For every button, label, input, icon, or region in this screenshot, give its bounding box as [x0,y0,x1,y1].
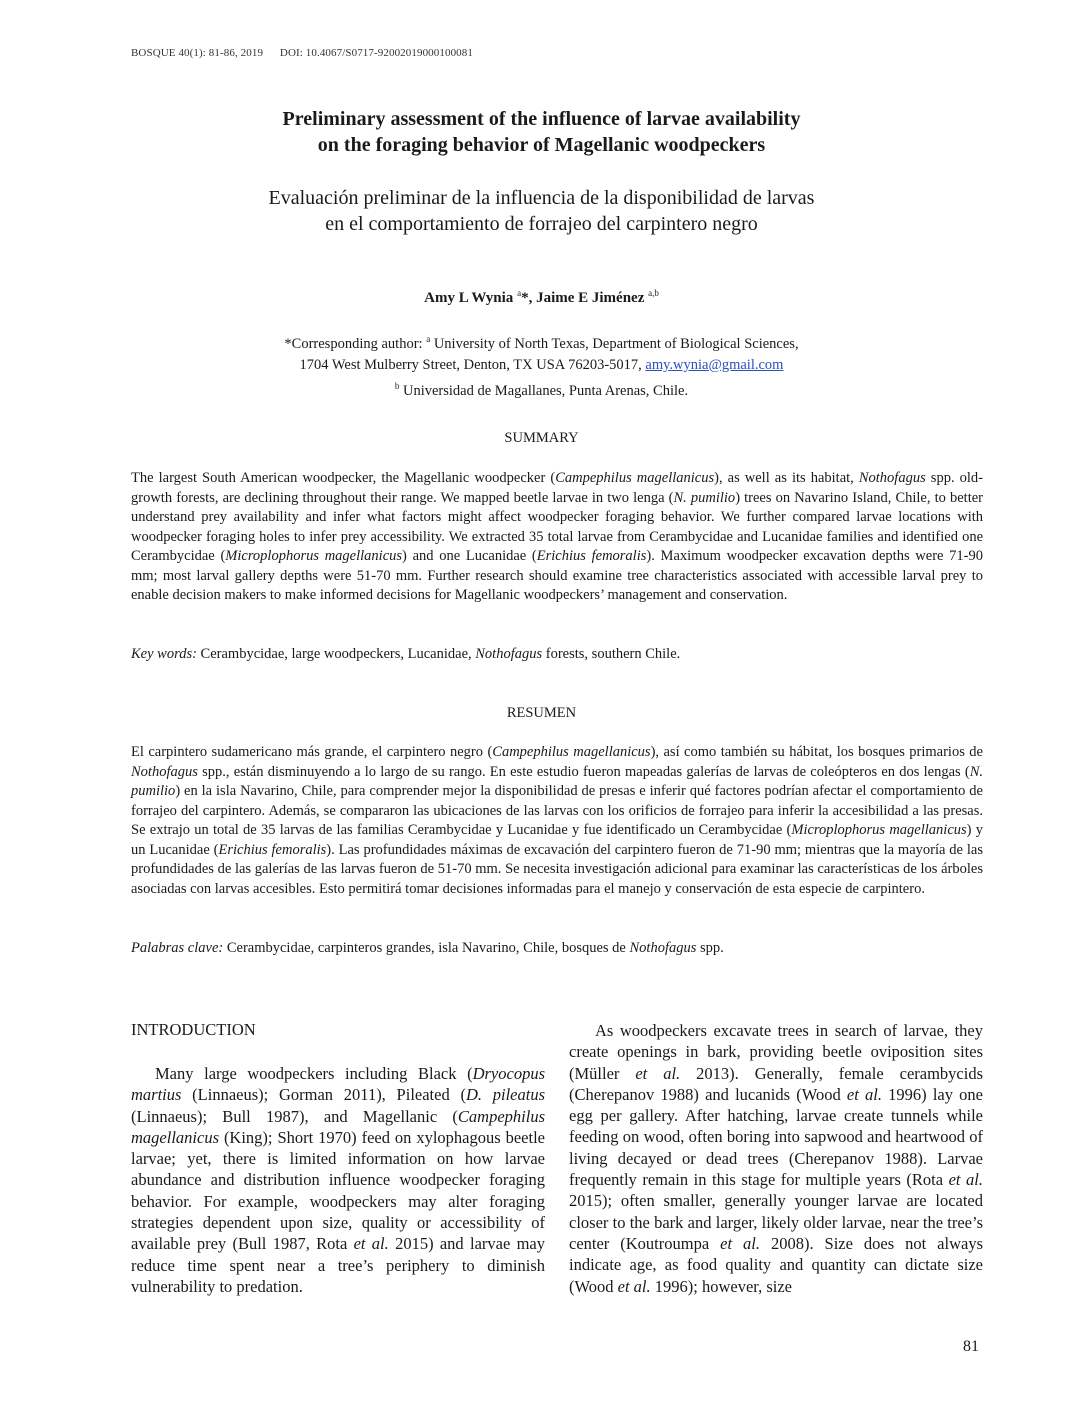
author-1: Amy L Wynia [424,290,514,306]
keywords-text: Cerambycidae, large woodpeckers, Lucanidae, [196,646,476,662]
affiliation-a: University of North Texas, Department of Biological Sciences, [433,335,799,352]
resumen-italic: Microplophorus magellanicus [791,822,967,838]
summary-heading: SUMMARY [504,430,579,446]
summary-text: The largest South American woodpecker, the Magellanic woodpecker ( [131,470,556,486]
intro-text: (King); Short 1970) feed on xylophagous beetle larvae; yet, there is limited information on how larvae abundance and distribution influence woodpecker foraging behavior. For example, woodpeckers may alter foraging strategies dependent upon size, quality or accessibility of available prey (Bull 1987, Rota [131,1127,545,1254]
intro-italic: et al. [353,1234,389,1254]
summary-text: ). Maximum woodpecker excavation depths were 71-90 mm; most larval gallery depths were 51-70 mm. Further research should examine tree characteristics associated with accessible larval prey to enable decision makers to make informed decisions for Magellanic woodpeckers’ management and conservation. [131,548,983,603]
affiliation-line-3 [0,376,1083,402]
palabras-text: Cerambycidae, carpinteros grandes, isla Navarino, Chile, bosques de [223,940,630,956]
resumen-heading: RESUMEN [506,705,577,721]
summary-paragraph [131,469,983,606]
corresponding-prefix: *Corresponding author: [284,335,423,352]
email-link[interactable]: amy.wynia@gmail.com [645,356,784,373]
resumen-text: spp., están disminuyendo a lo largo de su rango. En este estudio fueron mapeadas galerías de larvas de coleópteros en dos lengas ( [197,763,970,780]
summary-italic: Erichius femoralis [536,548,647,564]
resumen-text: ), así como también su hábitat, los bosques primarios de [650,744,983,760]
page-number: 81 [963,1338,979,1355]
author-2: Jaime E Jiménez [536,290,645,306]
journal-citation: BOSQUE 40(1): 81-86, 2019 [131,47,264,59]
subtitle-line-2: en el comportamiento de forrajeo del carpintero negro [325,213,758,235]
palabras-label: Palabras clave: [131,940,224,956]
summary-italic: Microplophorus magellanicus [225,548,403,564]
running-header [131,47,473,59]
summary-italic: Campephilus magellanicus [555,470,715,486]
intro-italic: et al. [948,1170,983,1190]
affiliation-b-sup: b [394,380,400,391]
author-1-mark: *, [521,290,533,306]
summary-text: ), as well as its habitat, [714,470,859,486]
resumen-paragraph [131,743,983,899]
intro-text: (Linnaeus); Bull 1987), and Magellanic ( [131,1106,458,1126]
palabras-text: spp. [696,940,724,956]
resumen-text: El carpintero sudamericano más grande, el carpintero negro ( [131,744,493,760]
summary-italic: N. pumilio [673,489,736,506]
intro-text: 2008). Size does not always indicate age, as food quality and quantity can dictate size (Wood [569,1233,983,1296]
title-line-1: Preliminary assessment of the influence of larvae availability [282,108,801,130]
author-1-sup: a [517,288,522,298]
author-2-sup: a,b [648,288,659,298]
summary-text: ) and one Lucanidae ( [402,548,537,564]
affiliation-b: Universidad de Magallanes, Punta Arenas, Chile. [403,382,689,399]
intro-italic: Dryocopus martius [131,1064,545,1105]
author-list [0,288,1083,307]
keywords-italic: Nothofagus [475,646,543,662]
intro-text: 2015); often smaller, generally younger larvae are located closer to the bark and larger, likely older larvae, near the tree’s center (Koutroumpa [569,1191,983,1253]
resumen-italic: Nothofagus [131,763,198,780]
intro-text: 1996) lay one egg per gallery. After hatching, larvae create tunnels while feeding on wood, often boring into sapwood and heartwood of living decayed or dead trees (Cherepanov 1988). Larvae frequently remain in this stage for multiple years (Rota [569,1084,983,1190]
affiliation-line-1 [0,329,1083,355]
resumen-text: ). Las profundidades máximas de excavación del carpintero fueron de 71-90 mm; mientras que la mayoría de las profundidades de las galerías de las larvas fueron de 51-70 mm. Se necesita investigación adicional para examinar las características de los árboles asociadas con larvas accesibles. Esto permitirá tomar decisiones informadas para el manejo y conservación de esta especie de carpintero. [131,841,983,897]
keywords [131,646,680,663]
resumen-italic: N. pumilio [131,763,983,799]
affiliations [0,329,1083,402]
intro-text: 2013). Generally, female cerambycids (Cherepanov 1988) and lucanids (Wood [569,1063,983,1104]
intro-italic: D. pileatus [465,1085,545,1105]
intro-italic: et al. [617,1276,651,1296]
introduction-heading: INTRODUCTION [131,1020,256,1039]
intro-right-column [569,1020,983,1297]
resumen-text: ) en la isla Navarino, Chile, para comprender mejor la disponibilidad de presas e inferir qué factores podrían afectar el comportamiento de forrajeo del carpintero. Además, se compararon las ubicaciones de las larvas con los orificios de forrajeo para inferir la accesibilidad a las presas. Se extrajo un total de 35 larvas de las familias Cerambycidae y Lucanidae y fue identificado un Cerambycidae ( [131,783,983,838]
keywords-text: forests, southern Chile. [542,646,681,662]
intro-italic: et al. [846,1084,882,1104]
subtitle-line-1: Evaluación preliminar de la influencia de la disponibilidad de larvas [268,187,815,209]
paper-title [0,106,1083,158]
summary-text: spp. old-growth forests, are declining throughout their range. We mapped beetle larvae in two lenga ( [131,470,983,506]
intro-text: (Linnaeus); Gorman 2011), Pileated ( [181,1085,466,1105]
paper-subtitle [0,185,1083,237]
resumen-italic: Erichius femoralis [218,841,327,858]
title-line-2: on the foraging behavior of Magellanic woodpeckers [317,134,766,156]
resumen-text: ) y un Lucanidae ( [131,822,983,858]
affiliation-address: 1704 West Mulberry Street, Denton, TX USA 76203-5017, [299,356,642,373]
affiliation-a-sup: a [426,334,431,344]
affiliation-line-2 [0,355,1083,376]
doi: DOI: 10.4067/S0717-92002019000100081 [279,47,473,59]
intro-italic: Campephilus magellanicus [131,1106,545,1147]
resumen-italic: Campephilus magellanicus [492,744,651,760]
palabras-clave [131,940,724,957]
intro-left-column [131,1063,545,1297]
intro-text: Many large woodpeckers including Black ( [155,1064,473,1083]
summary-text: ) trees on Navarino Island, Chile, to better understand prey availability and infer what factors might affect woodpecker foraging behavior. We further compared larvae locations with woodpecker foraging holes to infer prey accessibility. We extracted 35 total larvae from Cerambycidae and Lucanidae families and identified one Cerambycidae ( [131,489,983,564]
intro-italic: et al. [720,1233,760,1253]
keywords-label: Key words: [131,646,197,662]
intro-text: 2015) and larvae may reduce time spent near a tree’s periphery to diminish vulnerability to predation. [131,1234,545,1296]
palabras-italic: Nothofagus [629,940,697,956]
intro-italic: et al. [635,1063,681,1083]
intro-text: 1996); however, size [650,1276,793,1296]
intro-text: As woodpeckers excavate trees in search of larvae, they create openings in bark, providing beetle oviposition sites (Müller [569,1021,983,1083]
summary-italic: Nothofagus [858,470,926,486]
